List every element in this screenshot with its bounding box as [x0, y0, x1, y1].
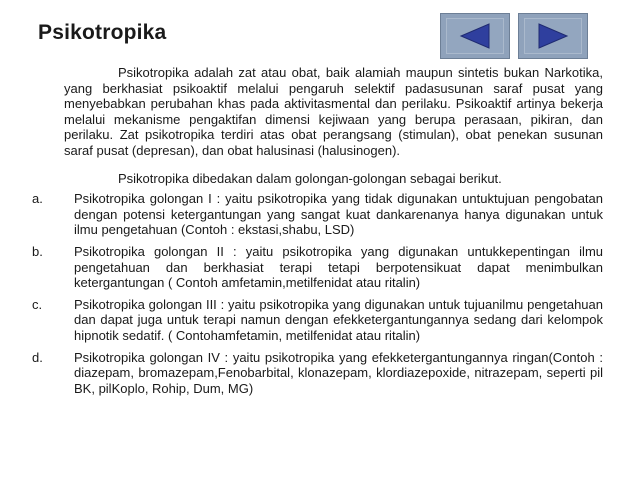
- previous-slide-button[interactable]: [440, 13, 510, 59]
- list-item: [32, 191, 603, 238]
- list-item: [32, 296, 603, 344]
- list-item-text: Psikotropika golongan III : yaitu psikotropika yang digunakan untuk tujuanilmu pengetahuan dan dapat juga untuk terapi namun dengan efekketergantungannya sedang dari kelompok hipnotik sedatif. ( Contohamfetamin, metilfenidat atau ritalin): [74, 296, 603, 343]
- list-item: [32, 243, 603, 291]
- list-item: [32, 349, 603, 397]
- triangle-right-icon: [533, 22, 573, 50]
- list-marker: c.: [32, 296, 43, 312]
- list-marker: a.: [32, 191, 43, 207]
- list-item-text: Psikotropika golongan I : yaitu psikotropika yang tidak digunakan untuktujuan pengobatan dengan potensi ketergantungan yang sangat kuat dankarenanya hanya digunakan untuk ilmu pengetahuan (Contoh : ekstasi,shabu, LSD): [74, 191, 603, 238]
- definition-paragraph: Psikotropika adalah zat atau obat, baik alamiah maupun sintetis bukan Narkotika, yang berkhasiat psikoaktif melalui pengaruh selektif padasusunan saraf pusat yang menyebabkan perubahan khas pada aktivitasmental dan perilaku. Psikoaktif artinya bekerja melalui mekanisme pengaktifan dimensi kejiwaan yang berupa perasaan, pikiran, dan perilaku. Zat psikotropika terdiri atas obat perangsang (stimulan), obat penekan susunan saraf pusat (depresan), dan obat halusinasi (halusinogen).: [64, 65, 603, 158]
- previous-button-face: [446, 18, 504, 54]
- next-slide-button[interactable]: [518, 13, 588, 59]
- slide-title: Psikotropika: [38, 21, 167, 44]
- classification-list: [32, 191, 603, 396]
- classification-intro: Psikotropika dibedakan dalam golongan-golongan sebagai berikut.: [118, 170, 502, 186]
- list-item-text: Psikotropika golongan IV : yaitu psikotropika yang efekketergantungannya ringan(Contoh : diazepam, bromazepam,Fenobarbital, klonazepam, klordiazepoxide, nitrazepam, seperti pil BK, pilKoplo, Rohip, Dum, MG): [74, 349, 603, 396]
- list-marker: d.: [32, 349, 43, 365]
- next-button-face: [524, 18, 582, 54]
- list-item-text: Psikotropika golongan II : yaitu psikotropika yang digunakan untukkepentingan ilmu pengetahuan dan berkhasiat terapi tetapi berpotensikuat dapat menimbulkan ketergantungan ( Contoh amfetamin,metilfenidat atau ritalin): [74, 243, 603, 291]
- slide-body: [32, 65, 603, 402]
- triangle-left-icon: [455, 22, 495, 50]
- list-marker: b.: [32, 243, 43, 259]
